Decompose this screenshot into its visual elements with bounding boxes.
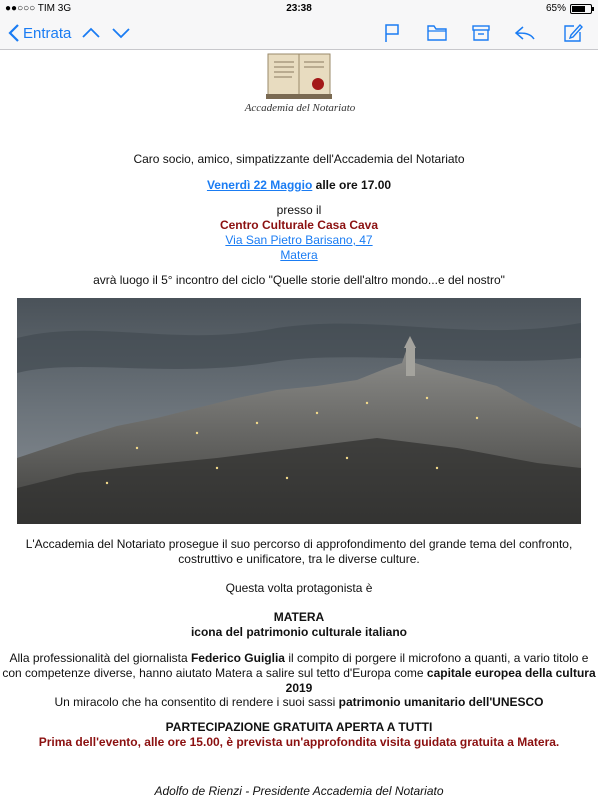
participation-heading: PARTECIPAZIONE GRATUITA APERTA A TUTTI	[165, 720, 433, 734]
unesco-line	[0, 695, 598, 710]
venue-address-link[interactable]: Via San Pietro Barisano, 47	[225, 233, 373, 247]
para2-text-b: il compito di porgere il microfono a quanti, a vario titolo e	[284, 651, 589, 665]
next-message-button[interactable]	[112, 17, 130, 49]
protagonista-text: Questa volta protagonista è	[225, 581, 373, 595]
greeting: Caro socio, amico, simpatizzante dell'Accademia del Notariato	[133, 152, 465, 166]
reply-icon	[514, 25, 536, 41]
chevron-left-icon	[8, 24, 20, 42]
folder-icon	[427, 25, 447, 41]
compose-icon	[563, 23, 583, 43]
battery-percent: 65%	[545, 3, 566, 14]
clock: 23:38	[286, 3, 312, 14]
flag-icon	[384, 23, 400, 43]
logo-text: Accademia del Notariato	[244, 102, 356, 114]
reply-button[interactable]	[514, 17, 536, 49]
intro-paragraph-line2: costruttivo e unificatore, tra le diverse culture.	[178, 552, 420, 566]
venue-city-link[interactable]: Matera	[280, 248, 318, 262]
battery-icon	[570, 4, 592, 14]
accademia-logo	[238, 50, 362, 120]
status-bar	[0, 0, 598, 17]
signature: Adolfo de Rienzi - Presidente Accademia del Notariato	[154, 784, 444, 798]
capital-text: capitale europea della cultura	[426, 666, 596, 680]
venue-city-line	[0, 248, 598, 263]
mail-toolbar	[0, 17, 598, 50]
archive-icon	[472, 24, 490, 42]
journalist-name: Federico Guiglia	[190, 651, 285, 665]
compose-button[interactable]	[563, 17, 583, 49]
carrier-signal: ●●○○○ TIM 3G	[5, 3, 72, 14]
para2-text-a: Alla professionalità del giornalista	[9, 651, 191, 665]
time-text: alle ore 17.00	[315, 178, 392, 192]
event-description: avrà luogo il 5° incontro del ciclo "Quelle storie dell'altro mondo...e del nostro"	[93, 273, 505, 287]
para2-text-c: con competenze diverse, hanno aiutato Matera a salire sul tetto d'Europa come	[2, 666, 427, 680]
back-button[interactable]	[8, 17, 71, 49]
date-line	[0, 178, 598, 193]
presso-text: presso il	[276, 203, 322, 217]
para2-text-e: Un miracolo che ha consentito di rendere i suoi sassi	[54, 695, 339, 709]
intro-paragraph-line1: L'Accademia del Notariato prosegue il suo percorso di approfondimento del grande tema del confronto,	[25, 537, 573, 551]
journalist-line2	[0, 666, 598, 681]
previous-message-button[interactable]	[82, 17, 100, 49]
venue-name: Centro Culturale Casa Cava	[219, 218, 379, 232]
guided-visit-note: Prima dell'evento, alle ore 15.00, è prevista un'approfondita visita guidata gratuita a Matera.	[38, 735, 560, 749]
move-to-folder-button[interactable]	[427, 17, 447, 49]
archive-button[interactable]	[472, 17, 490, 49]
chevron-down-icon	[112, 27, 130, 39]
venue-address-line	[0, 233, 598, 248]
matera-subtitle: icona del patrimonio culturale italiano	[190, 625, 408, 639]
journalist-line1	[0, 651, 598, 666]
battery-indicator	[546, 3, 592, 14]
matera-title: MATERA	[273, 610, 325, 624]
year-text: 2019	[285, 681, 313, 695]
back-label: Entrata	[23, 24, 72, 42]
date-link[interactable]: Venerdì 22 Maggio	[206, 178, 313, 192]
chevron-up-icon	[82, 27, 100, 39]
flag-button[interactable]	[384, 17, 400, 49]
matera-panorama-image	[17, 298, 581, 524]
unesco-text: patrimonio umanitario dell'UNESCO	[338, 695, 544, 709]
